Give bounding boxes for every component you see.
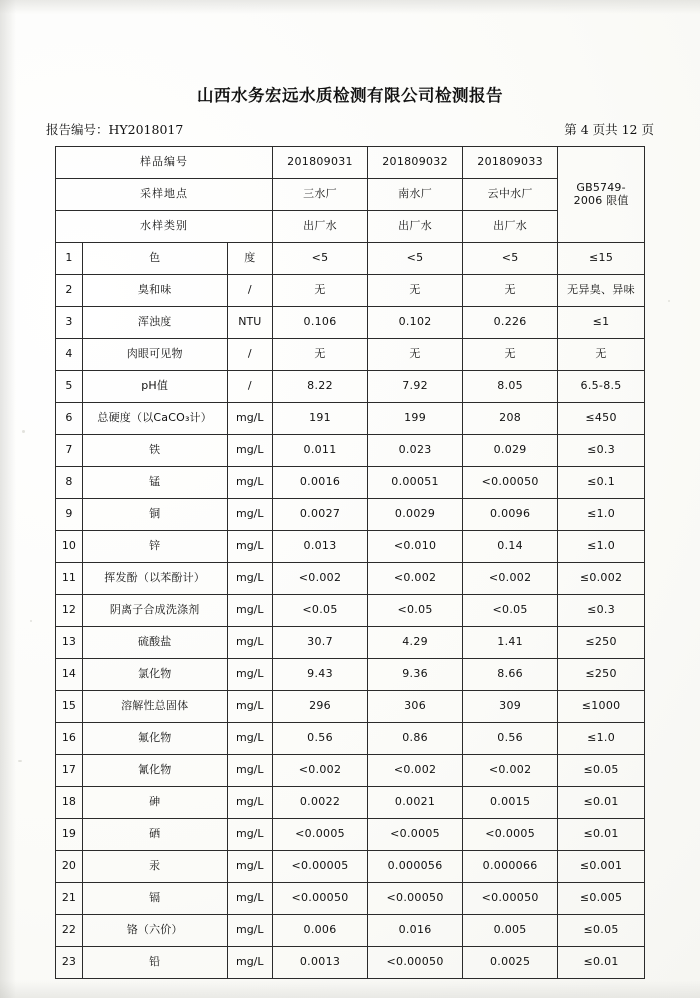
row-index: 18 xyxy=(56,787,83,819)
row-unit: mg/L xyxy=(227,947,272,979)
table-row xyxy=(56,563,645,595)
row-value-sample-1: 无 xyxy=(273,339,368,371)
row-unit: mg/L xyxy=(227,499,272,531)
row-limit-value: ≤0.1 xyxy=(558,467,645,499)
row-unit: mg/L xyxy=(227,915,272,947)
row-parameter-name: 肉眼可见物 xyxy=(82,339,227,371)
row-unit: mg/L xyxy=(227,851,272,883)
row-value-sample-2: 199 xyxy=(368,403,463,435)
row-value-sample-1: <5 xyxy=(273,243,368,275)
row-value-sample-1: 0.56 xyxy=(273,723,368,755)
table-row xyxy=(56,595,645,627)
table-row xyxy=(56,819,645,851)
row-unit: mg/L xyxy=(227,755,272,787)
row-value-sample-1: <0.00005 xyxy=(273,851,368,883)
header-site-1: 三水厂 xyxy=(273,179,368,211)
row-parameter-name: 锰 xyxy=(82,467,227,499)
row-value-sample-1: 30.7 xyxy=(273,627,368,659)
row-unit: mg/L xyxy=(227,723,272,755)
row-index: 4 xyxy=(56,339,83,371)
row-limit-value: ≤1.0 xyxy=(558,723,645,755)
row-index: 9 xyxy=(56,499,83,531)
row-parameter-name: 汞 xyxy=(82,851,227,883)
row-value-sample-2: 0.86 xyxy=(368,723,463,755)
header-sample-no-1: 201809031 xyxy=(273,147,368,179)
row-value-sample-3: 0.56 xyxy=(463,723,558,755)
row-value-sample-2: 0.016 xyxy=(368,915,463,947)
row-index: 21 xyxy=(56,883,83,915)
row-unit: mg/L xyxy=(227,787,272,819)
report-number: 报告编号：HY2018017 xyxy=(46,122,184,137)
row-limit-value: ≤0.05 xyxy=(558,915,645,947)
row-parameter-name: 阴离子合成洗涤剂 xyxy=(82,595,227,627)
row-limit-value: ≤450 xyxy=(558,403,645,435)
header-site-3: 云中水厂 xyxy=(463,179,558,211)
page-title: 山西水务宏远水质检测有限公司检测报告 xyxy=(197,86,503,105)
row-index: 7 xyxy=(56,435,83,467)
row-limit-value: ≤250 xyxy=(558,659,645,691)
page-edge-shadow-bottom xyxy=(0,980,700,998)
table-row xyxy=(56,915,645,947)
row-unit: mg/L xyxy=(227,691,272,723)
row-index: 19 xyxy=(56,819,83,851)
row-value-sample-3: <0.002 xyxy=(463,563,558,595)
table-row xyxy=(56,531,645,563)
row-parameter-name: 铜 xyxy=(82,499,227,531)
row-value-sample-3: 无 xyxy=(463,275,558,307)
header-sample-no-3: 201809033 xyxy=(463,147,558,179)
row-limit-value: ≤1.0 xyxy=(558,531,645,563)
row-parameter-name: 锌 xyxy=(82,531,227,563)
row-value-sample-2: 0.0029 xyxy=(368,499,463,531)
scan-speck xyxy=(668,300,670,302)
row-value-sample-2: <0.010 xyxy=(368,531,463,563)
row-value-sample-1: 0.011 xyxy=(273,435,368,467)
row-value-sample-2: 0.0021 xyxy=(368,787,463,819)
row-value-sample-1: <0.05 xyxy=(273,595,368,627)
row-limit-value: ≤0.01 xyxy=(558,787,645,819)
row-value-sample-1: 0.0022 xyxy=(273,787,368,819)
row-index: 22 xyxy=(56,915,83,947)
row-value-sample-3: 208 xyxy=(463,403,558,435)
row-unit: mg/L xyxy=(227,819,272,851)
row-value-sample-3: <0.0005 xyxy=(463,819,558,851)
row-value-sample-2: <5 xyxy=(368,243,463,275)
row-parameter-name: 总硬度（以CaCO₃计） xyxy=(82,403,227,435)
row-parameter-name: 挥发酚（以苯酚计） xyxy=(82,563,227,595)
row-unit: NTU xyxy=(227,307,272,339)
limit-label-line-2: 2006 限值 xyxy=(573,193,629,207)
row-limit-value: 无 xyxy=(558,339,645,371)
row-value-sample-2: <0.002 xyxy=(368,563,463,595)
row-value-sample-1: 0.0016 xyxy=(273,467,368,499)
row-unit: mg/L xyxy=(227,531,272,563)
row-value-sample-3: 8.05 xyxy=(463,371,558,403)
page-edge-shadow-left xyxy=(0,0,16,998)
row-value-sample-2: 4.29 xyxy=(368,627,463,659)
row-index: 13 xyxy=(56,627,83,659)
table-row xyxy=(56,243,645,275)
row-value-sample-2: <0.0005 xyxy=(368,819,463,851)
row-limit-value: ≤0.01 xyxy=(558,819,645,851)
table-row xyxy=(56,627,645,659)
row-value-sample-1: <0.00050 xyxy=(273,883,368,915)
row-parameter-name: 硒 xyxy=(82,819,227,851)
table-header-row-site xyxy=(56,179,645,211)
header-sample-no-2: 201809032 xyxy=(368,147,463,179)
header-type-3: 出厂水 xyxy=(463,211,558,243)
row-value-sample-3: 0.029 xyxy=(463,435,558,467)
row-value-sample-1: 0.006 xyxy=(273,915,368,947)
row-limit-value: ≤250 xyxy=(558,627,645,659)
row-parameter-name: 硫酸盐 xyxy=(82,627,227,659)
table-row xyxy=(56,947,645,979)
row-parameter-name: 铬（六价） xyxy=(82,915,227,947)
row-index: 14 xyxy=(56,659,83,691)
row-limit-value: ≤0.3 xyxy=(558,595,645,627)
row-limit-value: 无异臭、异味 xyxy=(558,275,645,307)
row-value-sample-1: 0.0027 xyxy=(273,499,368,531)
row-value-sample-2: 306 xyxy=(368,691,463,723)
row-value-sample-1: 8.22 xyxy=(273,371,368,403)
row-limit-value: ≤0.005 xyxy=(558,883,645,915)
row-index: 2 xyxy=(56,275,83,307)
row-index: 8 xyxy=(56,467,83,499)
row-value-sample-3: 0.000066 xyxy=(463,851,558,883)
row-limit-value: ≤0.01 xyxy=(558,947,645,979)
row-value-sample-3: 0.226 xyxy=(463,307,558,339)
table-row xyxy=(56,435,645,467)
row-limit-value: ≤0.002 xyxy=(558,563,645,595)
row-limit-value: ≤1.0 xyxy=(558,499,645,531)
table-row xyxy=(56,755,645,787)
row-parameter-name: 氟化物 xyxy=(82,723,227,755)
row-unit: mg/L xyxy=(227,435,272,467)
row-limit-value: ≤0.001 xyxy=(558,851,645,883)
header-site-2: 南水厂 xyxy=(368,179,463,211)
row-value-sample-2: <0.00050 xyxy=(368,947,463,979)
row-unit: mg/L xyxy=(227,403,272,435)
row-value-sample-3: 0.005 xyxy=(463,915,558,947)
row-unit: mg/L xyxy=(227,659,272,691)
table-row xyxy=(56,403,645,435)
row-limit-value: ≤0.3 xyxy=(558,435,645,467)
row-limit-value: 6.5-8.5 xyxy=(558,371,645,403)
scan-speck xyxy=(18,760,22,762)
row-value-sample-3: 0.14 xyxy=(463,531,558,563)
row-limit-value: ≤1000 xyxy=(558,691,645,723)
row-value-sample-2: 0.000056 xyxy=(368,851,463,883)
table-row xyxy=(56,883,645,915)
row-index: 10 xyxy=(56,531,83,563)
row-limit-value: ≤1 xyxy=(558,307,645,339)
row-value-sample-1: 9.43 xyxy=(273,659,368,691)
row-limit-value: ≤0.05 xyxy=(558,755,645,787)
row-index: 3 xyxy=(56,307,83,339)
row-value-sample-3: 0.0025 xyxy=(463,947,558,979)
row-parameter-name: 铁 xyxy=(82,435,227,467)
row-value-sample-3: <5 xyxy=(463,243,558,275)
row-value-sample-3: 309 xyxy=(463,691,558,723)
table-row xyxy=(56,691,645,723)
row-parameter-name: 浑浊度 xyxy=(82,307,227,339)
row-unit: mg/L xyxy=(227,563,272,595)
scan-speck xyxy=(30,620,32,622)
header-limit-label xyxy=(558,147,645,243)
table-row xyxy=(56,659,645,691)
row-limit-value: ≤15 xyxy=(558,243,645,275)
row-value-sample-2: <0.00050 xyxy=(368,883,463,915)
row-value-sample-1: 0.013 xyxy=(273,531,368,563)
row-parameter-name: 色 xyxy=(82,243,227,275)
table-body xyxy=(56,243,645,979)
row-value-sample-3: 8.66 xyxy=(463,659,558,691)
row-value-sample-2: 0.023 xyxy=(368,435,463,467)
row-value-sample-3: <0.002 xyxy=(463,755,558,787)
row-value-sample-2: <0.05 xyxy=(368,595,463,627)
row-value-sample-1: 296 xyxy=(273,691,368,723)
table-row xyxy=(56,307,645,339)
table-row xyxy=(56,723,645,755)
row-value-sample-3: 无 xyxy=(463,339,558,371)
row-index: 17 xyxy=(56,755,83,787)
row-value-sample-2: <0.002 xyxy=(368,755,463,787)
row-value-sample-1: 0.0013 xyxy=(273,947,368,979)
table-row xyxy=(56,787,645,819)
water-quality-table xyxy=(55,146,645,979)
row-value-sample-3: <0.05 xyxy=(463,595,558,627)
row-index: 20 xyxy=(56,851,83,883)
row-value-sample-1: 无 xyxy=(273,275,368,307)
row-unit: / xyxy=(227,339,272,371)
limit-label-line-1: GB5749- xyxy=(576,180,626,194)
row-index: 23 xyxy=(56,947,83,979)
header-type-label: 水样类别 xyxy=(56,211,273,243)
row-parameter-name: 铅 xyxy=(82,947,227,979)
row-parameter-name: pH值 xyxy=(82,371,227,403)
row-value-sample-3: <0.00050 xyxy=(463,883,558,915)
row-unit: / xyxy=(227,275,272,307)
header-site-label: 采样地点 xyxy=(56,179,273,211)
row-value-sample-2: 无 xyxy=(368,275,463,307)
row-value-sample-1: <0.0005 xyxy=(273,819,368,851)
row-index: 16 xyxy=(56,723,83,755)
table-header-row-type xyxy=(56,211,645,243)
row-parameter-name: 氰化物 xyxy=(82,755,227,787)
row-unit: mg/L xyxy=(227,627,272,659)
row-parameter-name: 氯化物 xyxy=(82,659,227,691)
table-row xyxy=(56,371,645,403)
row-value-sample-2: 0.102 xyxy=(368,307,463,339)
row-unit: mg/L xyxy=(227,467,272,499)
row-value-sample-3: 0.0015 xyxy=(463,787,558,819)
row-value-sample-2: 9.36 xyxy=(368,659,463,691)
row-value-sample-3: 1.41 xyxy=(463,627,558,659)
row-index: 12 xyxy=(56,595,83,627)
row-value-sample-2: 无 xyxy=(368,339,463,371)
row-index: 5 xyxy=(56,371,83,403)
row-parameter-name: 溶解性总固体 xyxy=(82,691,227,723)
header-type-2: 出厂水 xyxy=(368,211,463,243)
row-value-sample-1: 0.106 xyxy=(273,307,368,339)
row-value-sample-3: 0.0096 xyxy=(463,499,558,531)
row-index: 6 xyxy=(56,403,83,435)
scan-speck xyxy=(22,430,25,433)
header-sample-no-label: 样品编号 xyxy=(56,147,273,179)
row-value-sample-1: <0.002 xyxy=(273,563,368,595)
table-header-row-sample-no xyxy=(56,147,645,179)
report-meta xyxy=(46,120,654,138)
row-value-sample-2: 0.00051 xyxy=(368,467,463,499)
row-value-sample-3: <0.00050 xyxy=(463,467,558,499)
row-value-sample-1: <0.002 xyxy=(273,755,368,787)
row-index: 15 xyxy=(56,691,83,723)
page-edge-shadow-top xyxy=(0,0,700,14)
row-index: 1 xyxy=(56,243,83,275)
header-type-1: 出厂水 xyxy=(273,211,368,243)
table-row xyxy=(56,339,645,371)
row-parameter-name: 砷 xyxy=(82,787,227,819)
row-unit: mg/L xyxy=(227,595,272,627)
row-value-sample-1: 191 xyxy=(273,403,368,435)
row-unit: 度 xyxy=(227,243,272,275)
table-row xyxy=(56,275,645,307)
row-value-sample-2: 7.92 xyxy=(368,371,463,403)
row-unit: / xyxy=(227,371,272,403)
page-number: 第 4 页共 12 页 xyxy=(564,122,654,137)
table-row xyxy=(56,499,645,531)
row-unit: mg/L xyxy=(227,883,272,915)
row-parameter-name: 臭和味 xyxy=(82,275,227,307)
row-parameter-name: 镉 xyxy=(82,883,227,915)
table-row xyxy=(56,467,645,499)
table-row xyxy=(56,851,645,883)
row-index: 11 xyxy=(56,563,83,595)
